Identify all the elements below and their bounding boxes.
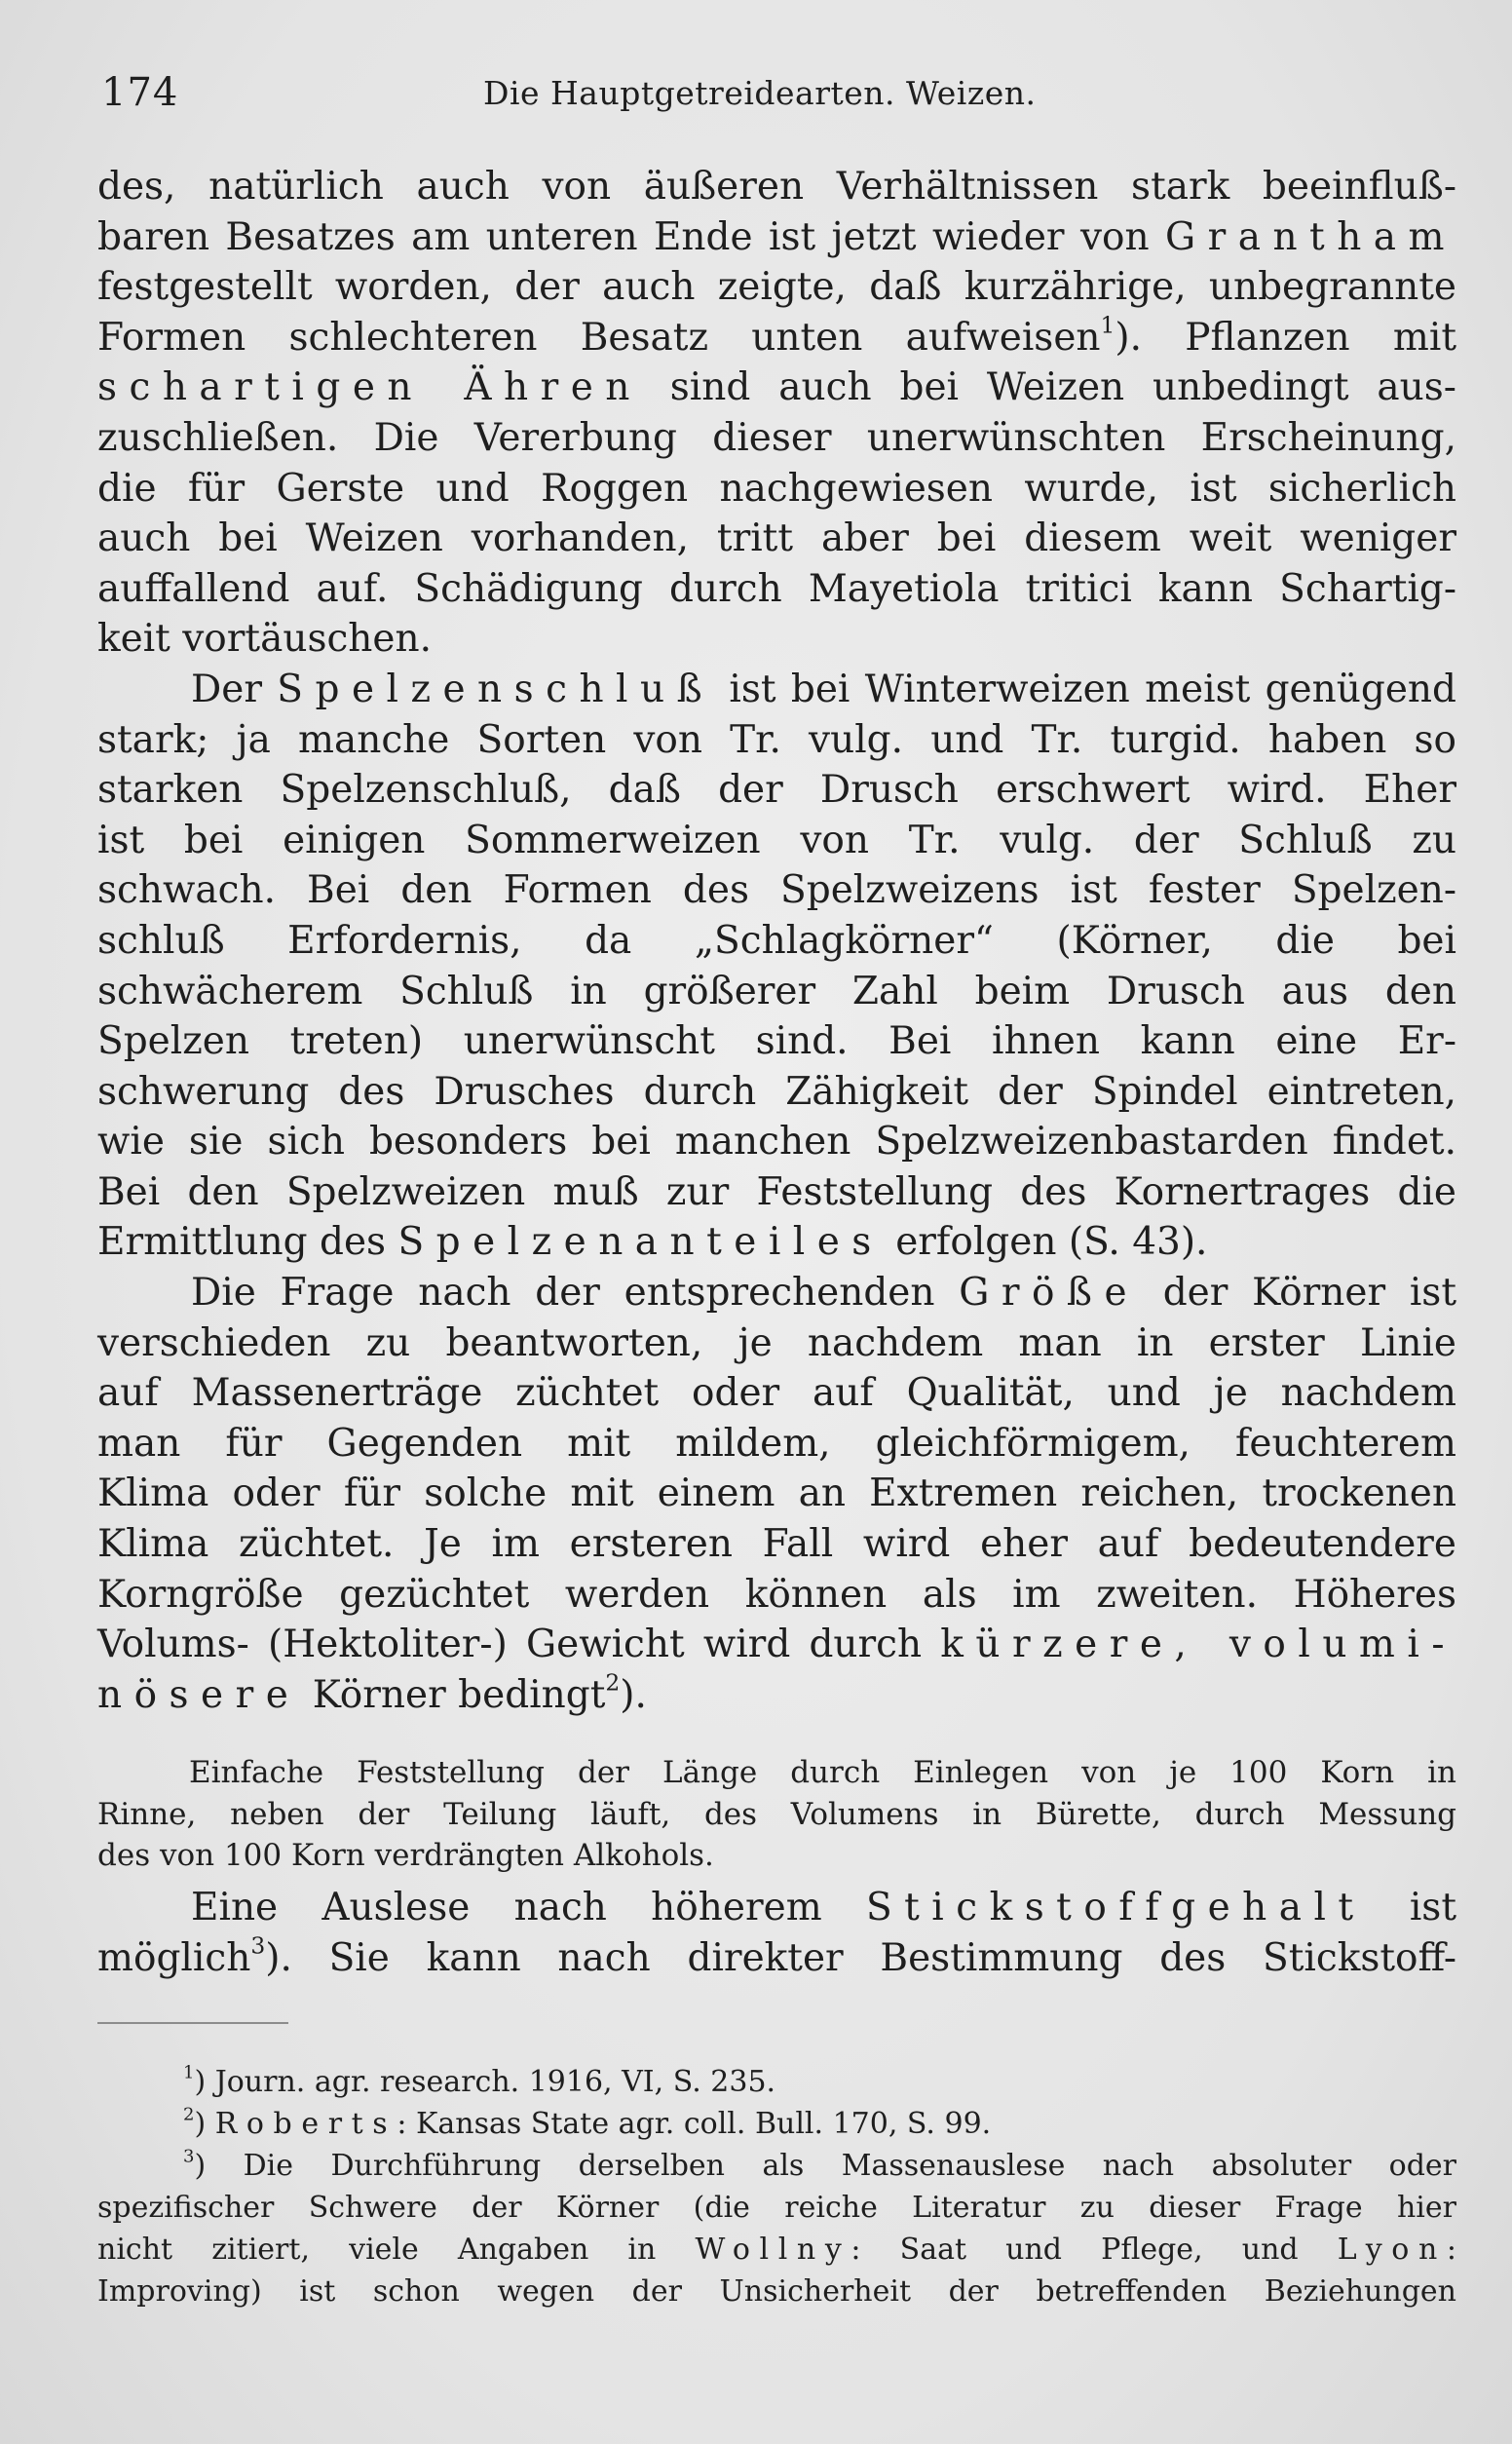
text-span: schluß Erfordernis, da „Schlagkörner“ (Körner, die bei <box>97 918 1456 963</box>
text-line <box>97 1167 1456 1218</box>
page-header <box>101 70 1455 129</box>
page-number: 174 <box>101 70 179 115</box>
text-span: nicht zitiert, viele Angaben in <box>97 2233 696 2267</box>
running-head: Die Hauptgetreidearten. Weizen. <box>483 74 1037 112</box>
spaced-term: Spelzenschluß <box>277 667 715 711</box>
text-span: ) <box>194 2107 215 2141</box>
text-span: schwächerem Schluß in größerer Zahl beim Drusch aus den <box>97 969 1456 1013</box>
text-line <box>97 916 1456 967</box>
footnote-marker: 2 <box>605 1668 621 1697</box>
text-line <box>97 1117 1456 1167</box>
text-span: stark; ja manche Sorten von Tr. vulg. und Tr. turgid. haben so <box>97 717 1456 762</box>
text-span: Formen schlechteren Besatz unten aufweisen <box>97 315 1101 360</box>
text-span: ) Die Durchführung derselben als Massenauslese nach absoluter oder <box>194 2149 1456 2183</box>
footnote-divider <box>97 2022 288 2024</box>
text-span: Korngröße gezüchtet werden können als im zweiten. Höheres <box>97 1572 1456 1617</box>
small-print-note <box>97 1752 1456 1877</box>
text-line <box>97 1670 1456 1721</box>
text-span: : Kansas State agr. coll. Bull. 170, S. 99. <box>397 2107 992 2141</box>
text-line <box>97 1620 1456 1670</box>
text-span: ist bei einigen Sommerweizen von Tr. vulg. der Schluß zu <box>97 818 1456 862</box>
footnote-line <box>97 2271 1456 2312</box>
text-span: verschieden zu beantworten, je nachdem man in erster Linie <box>97 1320 1456 1365</box>
small-line <box>97 1835 1456 1877</box>
text-span: Spelzen treten) unerwünscht sind. Bei ihnen kann eine Er- <box>97 1019 1456 1064</box>
footnote-line <box>97 2103 1456 2145</box>
footnote-marker: 1 <box>1100 311 1115 339</box>
text-span: keit vortäuschen. <box>97 617 433 662</box>
main-text <box>97 162 1456 1720</box>
text-line <box>97 464 1456 515</box>
text-line <box>97 212 1456 263</box>
text-span: Volums- (Hektoliter-) Gewicht wird durch <box>97 1623 941 1667</box>
text-span: auffallend auf. Schädigung durch Mayetiola tritici kann Schartig- <box>97 566 1456 611</box>
footnote-number: 1 <box>183 2062 195 2083</box>
text-span: man für Gegenden mit mildem, gleichförmigem, feuchterem <box>97 1421 1456 1466</box>
text-line <box>97 514 1456 564</box>
text-span: Klima oder für solche mit einem an Extremen reichen, trockenen <box>97 1471 1456 1516</box>
text-line <box>97 1419 1456 1470</box>
spaced-name: Roberts <box>214 2107 397 2141</box>
spaced-name: Grantham <box>1164 214 1456 259</box>
footnote-line <box>97 2187 1456 2229</box>
text-span: festgestellt worden, der auch zeigte, daß kurzährige, unbegrannte <box>97 265 1456 310</box>
text-span: Rinne, neben der Teilung läuft, des Volumens in Bürette, durch Messung <box>97 1796 1456 1832</box>
text-span: auf Massenerträge züchtet oder auf Qualität, und je nachdem <box>97 1371 1456 1416</box>
text-span: schwach. Bei den Formen des Spelzweizens ist fester Spelzen- <box>97 868 1456 913</box>
text-line <box>97 1570 1456 1621</box>
text-span: Einfache Feststellung der Länge durch Einlegen von je 100 Korn in <box>189 1755 1456 1790</box>
text-line <box>97 614 1456 665</box>
text-line <box>97 1217 1456 1268</box>
text-line <box>97 363 1456 413</box>
text-line <box>97 715 1456 766</box>
footnote-line <box>97 2061 1456 2103</box>
text-span: schwerung des Drusches durch Zähigkeit der Spindel eintreten, <box>97 1069 1456 1114</box>
text-span: : Saat und Pflege, und <box>850 2233 1338 2267</box>
text-span: spezifischer Schwere der Körner (die reiche Literatur zu dieser Frage hier <box>97 2191 1456 2225</box>
text-span: erfolgen (S. 43). <box>883 1220 1208 1265</box>
text-span: : <box>1446 2233 1456 2267</box>
small-line <box>97 1752 1456 1794</box>
text-span: ). <box>620 1672 647 1717</box>
text-span: Klima züchtet. Je im ersteren Fall wird eher auf bedeutendere <box>97 1522 1456 1567</box>
footnote-marker: 3 <box>250 1931 266 1960</box>
small-line <box>97 1794 1456 1836</box>
text-span: der Körner ist <box>1139 1271 1456 1316</box>
text-span: ). Pflanzen mit <box>1115 315 1456 360</box>
spaced-name: Wollny <box>695 2233 851 2267</box>
text-line <box>97 1268 1456 1318</box>
text-span: ist bei Winterweizen meist genügend <box>714 667 1456 711</box>
spaced-term: Spelzenanteiles <box>397 1220 884 1265</box>
text-span: Eine Auslese nach höherem <box>191 1886 866 1929</box>
footnote-line <box>97 2229 1456 2271</box>
text-line <box>97 967 1456 1017</box>
text-span: zuschließen. Die Vererbung dieser unerwünschten Erscheinung, <box>97 415 1456 460</box>
spaced-term: nösere <box>97 1672 301 1717</box>
text-span: sind auch bei Weizen unbedingt aus- <box>641 365 1456 410</box>
text-span: auch bei Weizen vorhanden, tritt aber bei diesem weit weniger <box>97 516 1456 561</box>
text-span: des, natürlich auch von äußeren Verhältnissen stark beeinfluß- <box>97 165 1456 209</box>
text-span: ). Sie kann nach direkter Bestimmung des Stickstoff- <box>265 1935 1456 1980</box>
text-span: des von 100 Korn verdrängten Alkohols. <box>97 1838 714 1873</box>
text-line <box>97 1883 1456 1933</box>
text-line <box>97 564 1456 615</box>
footnotes <box>97 2061 1456 2312</box>
text-line <box>97 1469 1456 1519</box>
text-line <box>97 665 1456 715</box>
text-span: Körner bedingt <box>300 1672 606 1717</box>
text-line <box>97 865 1456 916</box>
text-span: starken Spelzenschluß, daß der Drusch erschwert wird. Eher <box>97 768 1456 813</box>
text-span: baren Besatzes am unteren Ende ist jetzt wieder von <box>97 214 1165 259</box>
text-span: ist <box>1365 1886 1456 1929</box>
footnote-line <box>97 2145 1456 2187</box>
main-text-continued <box>97 1883 1456 1983</box>
text-line <box>97 816 1456 866</box>
footnote-number: 3 <box>183 2146 195 2167</box>
text-line <box>97 1067 1456 1118</box>
text-line <box>97 1519 1456 1570</box>
spaced-name: Lyon <box>1337 2233 1447 2267</box>
text-span: Ermittlung des <box>97 1220 398 1265</box>
text-line <box>97 765 1456 816</box>
spaced-term: schartigen Ähren <box>97 365 642 410</box>
text-line <box>97 162 1456 212</box>
text-span: Improving) ist schon wegen der Unsicherheit der betreffenden Beziehungen <box>97 2274 1456 2309</box>
text-line <box>97 413 1456 464</box>
text-span: wie sie sich besonders bei manchen Spelzweizenbastarden findet. <box>97 1120 1456 1165</box>
text-span: ) Journ. agr. research. 1916, VI, S. 235. <box>194 2065 776 2099</box>
text-span: Bei den Spelzweizen muß zur Feststellung des Kornertrages die <box>97 1169 1456 1214</box>
spaced-term: Stickstoffgehalt <box>865 1886 1366 1929</box>
text-span: Die Frage nach der entsprechenden <box>191 1271 960 1316</box>
text-line <box>97 1318 1456 1369</box>
spaced-term: Größe <box>959 1271 1140 1316</box>
text-line <box>97 1016 1456 1067</box>
text-span: die für Gerste und Roggen nachgewiesen wurde, ist sicherlich <box>97 466 1456 511</box>
text-line <box>97 313 1456 363</box>
spaced-term: kürzere, volumi- <box>940 1623 1456 1667</box>
text-span: möglich <box>97 1935 251 1980</box>
text-line <box>97 262 1456 313</box>
text-span: Der <box>191 667 278 711</box>
footnote-number: 2 <box>183 2104 195 2125</box>
text-line <box>97 1933 1456 1984</box>
text-line <box>97 1368 1456 1419</box>
